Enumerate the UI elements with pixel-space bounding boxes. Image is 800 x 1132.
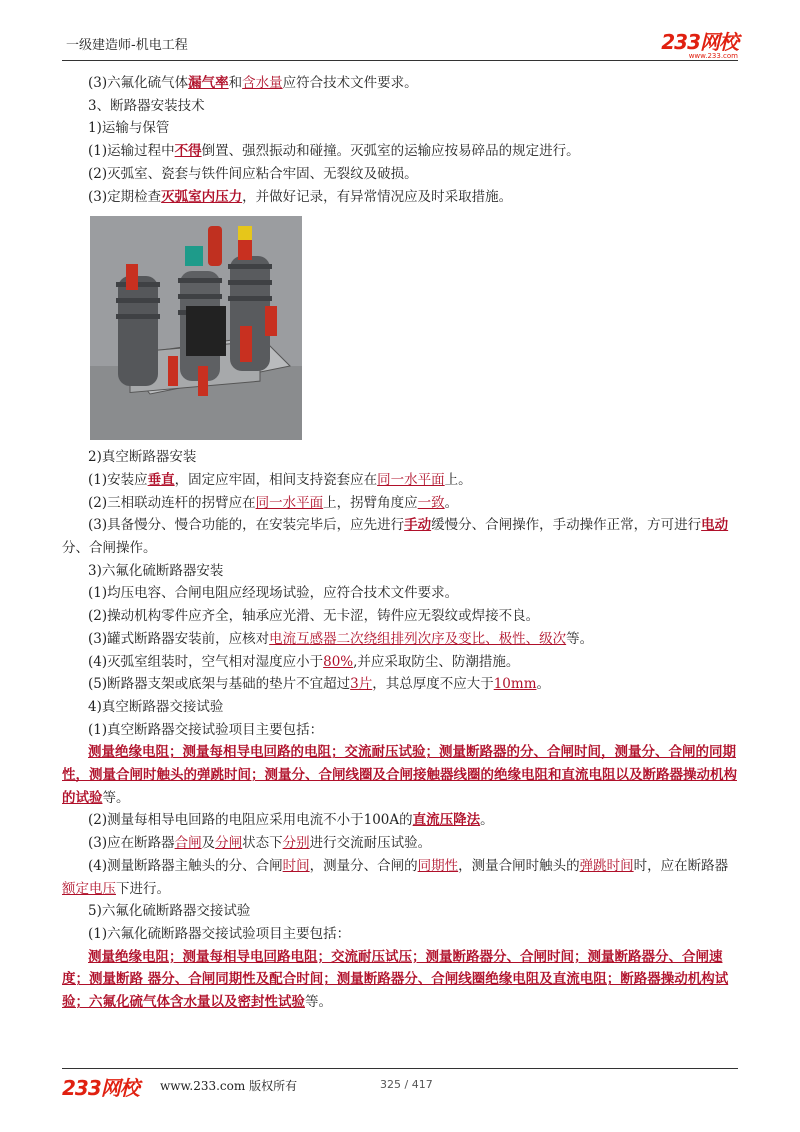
paragraph: (5)断路器支架或底架与基础的垫片不宜超过3片，其总厚度不应大于10mm。 [88, 676, 550, 693]
paragraph: (3)六氟化硫气体漏气率和含水量应符合技术文件要求。 [88, 75, 418, 91]
paragraph: (1)六氟化硫断路器交接试验项目主要包括： [88, 925, 351, 942]
paragraph: (3)应在断路器合闸及分闸状态下分别进行交流耐压试验。 [88, 835, 432, 852]
page-header [62, 24, 738, 60]
paragraph: (2)测量每相导电回路的电阻应采用电流不小于100A的直流压降法。 [88, 812, 494, 829]
paragraph: (1)运输过程中不得倒置、强烈振动和碰撞。灭弧室的运输应按易碎品的规定进行。 [88, 143, 580, 160]
paragraph: (1)均压电容、合闸电阻应经现场试验，应符合技术文件要求。 [88, 585, 459, 602]
subsection-heading: 1)运输与保管 [88, 120, 170, 137]
document-body [62, 72, 738, 1014]
paragraph: (1)安装应垂直，固定应牢固，相间支持瓷套应在同一水平面上。 [88, 471, 472, 488]
footer-copyright: www.233.com 版权所有 [160, 1079, 298, 1093]
brand-logo-text: 233网校 [661, 30, 738, 54]
brand-logo-url: www.233.com [688, 52, 738, 60]
paragraph: (4)测量断路器主触头的分、合闸时间，测量分、合闸的同期性，测量合闸时触头的弹跳时间时，应在断路器额定电压下进行。 [62, 857, 729, 897]
breaker-illustration [90, 216, 302, 440]
paragraph: (3)具备慢分、慢合功能的，在安装完毕后，应先进行手动缓慢分、合闸操作，手动操作正常，方可进行电动分、合闸操作。 [62, 517, 729, 557]
subsection-heading: 4)真空断路器交接试验 [88, 698, 224, 715]
subsection-heading: 2)真空断路器安装 [88, 449, 197, 466]
page-number: 325 / 417 [380, 1078, 433, 1091]
footer-divider [62, 1068, 738, 1069]
paragraph-highlight: 测量绝缘电阻；测量每相导电回路电阻；交流耐压试压；测量断路器分、合闸时间；测量断路器分、合闸速度；测量断路 器分、合闸同期性及配合时间；测量断路器分、合闸线圈绝缘电阻及直流电阻；断路器操动机构试验；六氟化硫气体含水量以及密封性试验等。 [62, 948, 729, 1011]
paragraph: (4)灭弧室组装时，空气相对湿度应小于80%,并应采取防尘、防潮措施。 [88, 653, 520, 670]
header-title: 一级建造师-机电工程 [66, 38, 188, 53]
paragraph: (2)操动机构零件应齐全，轴承应光滑、无卡涩，铸件应无裂纹或焊接不良。 [88, 608, 540, 625]
footer-logo[interactable]: 233网校 [62, 1076, 139, 1100]
paragraph: (3)定期检查灭弧室内压力，并做好记录，有异常情况应及时采取措施。 [88, 188, 513, 205]
subsection-heading: 5)六氟化硫断路器交接试验 [88, 903, 251, 920]
subsection-heading: 3)六氟化硫断路器安装 [88, 562, 224, 579]
vacuum-breaker-photo [90, 216, 302, 440]
brand-logo[interactable] [661, 26, 738, 60]
paragraph-highlight: 测量绝缘电阻；测量每相导电回路的电阻；交流耐压试验；测量断路器的分、合闸时间，测量分、合闸的同期性，测量合闸时触头的弹跳时间；测量分、合闸线圈及合闸接触器线圈的绝缘电阻和直流电阻以及断路器操动机构的试验等。 [62, 744, 737, 806]
paragraph: (2)灭弧室、瓷套与铁件间应粘合牢固、无裂纹及破损。 [88, 165, 418, 182]
page-footer [62, 1072, 738, 1100]
paragraph: (1)真空断路器交接试验项目主要包括： [88, 721, 324, 738]
paragraph: (2)三相联动连杆的拐臂应在同一水平面上，拐臂角度应一致。 [88, 494, 459, 511]
paragraph: (3)罐式断路器安装前，应核对电流互感器二次绕组排列次序及变比、极性、级次等。 [88, 630, 594, 647]
header-divider [62, 60, 738, 61]
section-heading: 3、断路器安装技术 [88, 97, 205, 114]
